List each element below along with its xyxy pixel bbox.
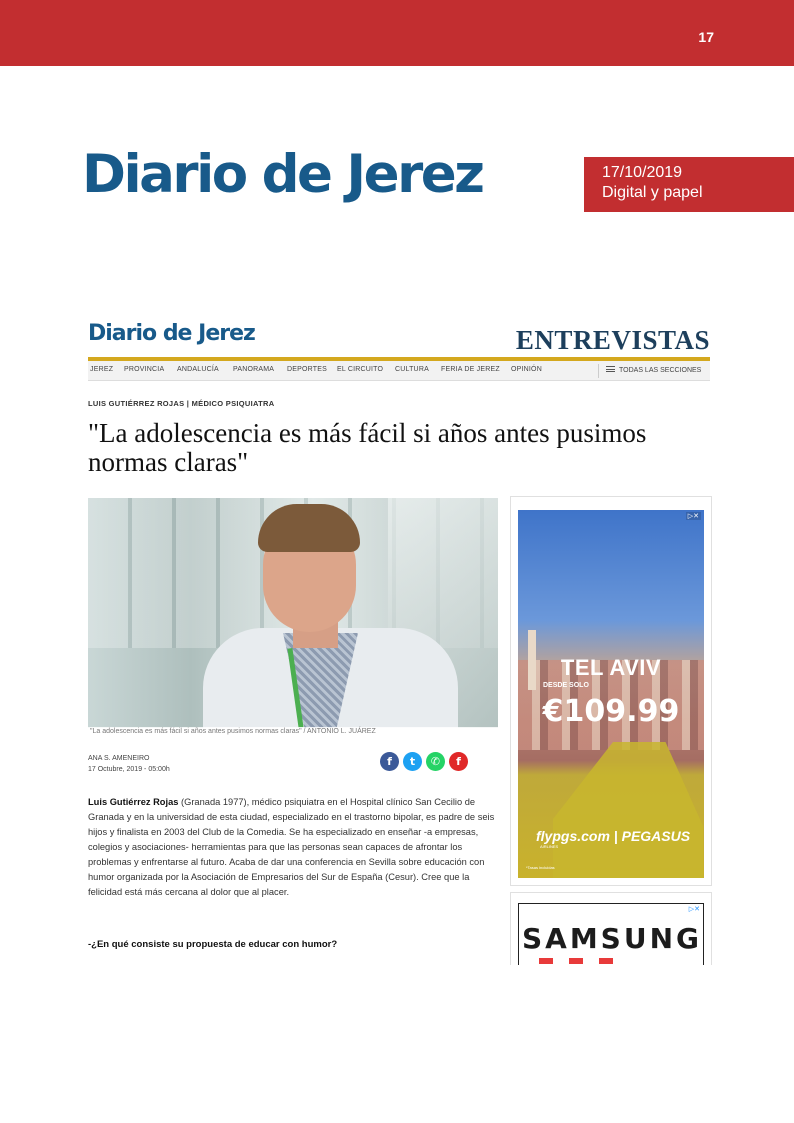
ad-note: *Tasas incluidas bbox=[526, 865, 555, 870]
all-sections-button[interactable] bbox=[606, 366, 701, 374]
ad-brand-sub: AIRLINES bbox=[540, 844, 559, 849]
clipping-logo[interactable]: Diario de Jerez bbox=[88, 321, 255, 346]
all-sections-label: TODAS LAS SECCIONES bbox=[619, 367, 702, 374]
ad2-red-stripe bbox=[539, 958, 629, 964]
article-body bbox=[88, 795, 498, 900]
nav-item-jerez[interactable]: JEREZ bbox=[90, 366, 114, 373]
advertisement-frame-2 bbox=[510, 892, 712, 965]
newspaper-masthead: Diario de Jerez bbox=[82, 144, 483, 205]
page-number: 17 bbox=[698, 29, 714, 45]
photo-caption: "La adolescencia es más fácil si años antes pusimos normas claras" / ANTONIO L. JUÁREZ bbox=[88, 727, 498, 736]
nav-item-cultura[interactable]: CULTURA bbox=[395, 366, 429, 373]
samsung-ad[interactable] bbox=[518, 903, 704, 965]
twitter-icon[interactable]: t bbox=[403, 752, 422, 771]
article-kicker: LUIS GUTIÉRREZ ROJAS | MÉDICO PSIQUIATRA bbox=[88, 399, 275, 408]
header-band bbox=[0, 0, 794, 66]
menu-icon bbox=[606, 366, 615, 372]
ad-subtitle: DESDE SOLO bbox=[543, 682, 589, 689]
nav-item-feria[interactable]: FERIA DE JEREZ bbox=[441, 366, 500, 373]
publication-date: 17/10/2019 bbox=[602, 164, 683, 181]
byline bbox=[88, 753, 170, 775]
pegasus-ad[interactable] bbox=[518, 510, 704, 878]
article-headline: "La adolescencia es más fácil si años antes pusimos normas claras" bbox=[88, 418, 647, 477]
flipboard-icon[interactable]: f bbox=[449, 752, 468, 771]
article-photo bbox=[88, 498, 498, 728]
facebook-icon[interactable]: f bbox=[380, 752, 399, 771]
article-paragraph: (Granada 1977), médico psiquiatra en el Hospital clínico San Cecilio de Granada y en la universidad de esta ciudad, especializado en el trastorno bipolar, es padre de seis hijos y finalista en 2003 del Club de la Comedia. Se ha especializado en enseñar -a empresas, colegios y asociaciones- herramientas para que las personas sean capaces de afrontar los problemas y enfrentarse al futuro. Acaba de dar una conferencia en Sevilla sobre educación con humor organizada por la Asociación de Empresarios del Sur de España (Cesur). Cree que la felicidad está más cercana al dolor que al placer. bbox=[88, 797, 495, 897]
date-box bbox=[584, 157, 794, 212]
section-title: ENTREVISTAS bbox=[515, 325, 710, 355]
nav-item-panorama[interactable]: PANORAMA bbox=[233, 366, 275, 373]
section-nav bbox=[88, 361, 710, 381]
nav-item-andalucia[interactable]: ANDALUCÍA bbox=[177, 366, 219, 373]
ad-title: TEL AVIV bbox=[560, 655, 662, 680]
ad2-brand: SAMSUNG bbox=[521, 922, 703, 955]
nav-item-deportes[interactable]: DEPORTES bbox=[287, 366, 327, 373]
nav-item-el-circuito[interactable]: EL CIRCUITO bbox=[337, 366, 384, 373]
ad-choices-icon[interactable]: ▷✕ bbox=[687, 513, 699, 520]
nav-item-opinion[interactable]: OPINIÓN bbox=[511, 366, 542, 373]
ad-brand: flypgs.com | PEGASUS bbox=[536, 828, 691, 844]
ad-yellow-path bbox=[553, 742, 703, 878]
article-datetime: 17 Octubre, 2019 - 05:00h bbox=[88, 766, 170, 773]
press-clipping bbox=[88, 315, 712, 965]
ad-price: €109.99 bbox=[542, 694, 680, 729]
publication-format: Digital y papel bbox=[602, 184, 703, 201]
author-name[interactable]: ANA S. AMENEIRO bbox=[88, 755, 150, 762]
interview-question: -¿En qué consiste su propuesta de educar con humor? bbox=[88, 939, 338, 950]
nav-divider bbox=[598, 364, 599, 378]
nav-item-provincia[interactable]: PROVINCIA bbox=[124, 366, 165, 373]
advertisement-frame bbox=[510, 496, 712, 886]
ad-choices-icon[interactable]: ▷✕ bbox=[688, 906, 700, 913]
interviewee-name: Luis Gutiérrez Rojas bbox=[88, 797, 179, 807]
photo-hair bbox=[258, 504, 360, 552]
share-buttons bbox=[380, 752, 468, 771]
whatsapp-icon[interactable]: ✆ bbox=[426, 752, 445, 771]
